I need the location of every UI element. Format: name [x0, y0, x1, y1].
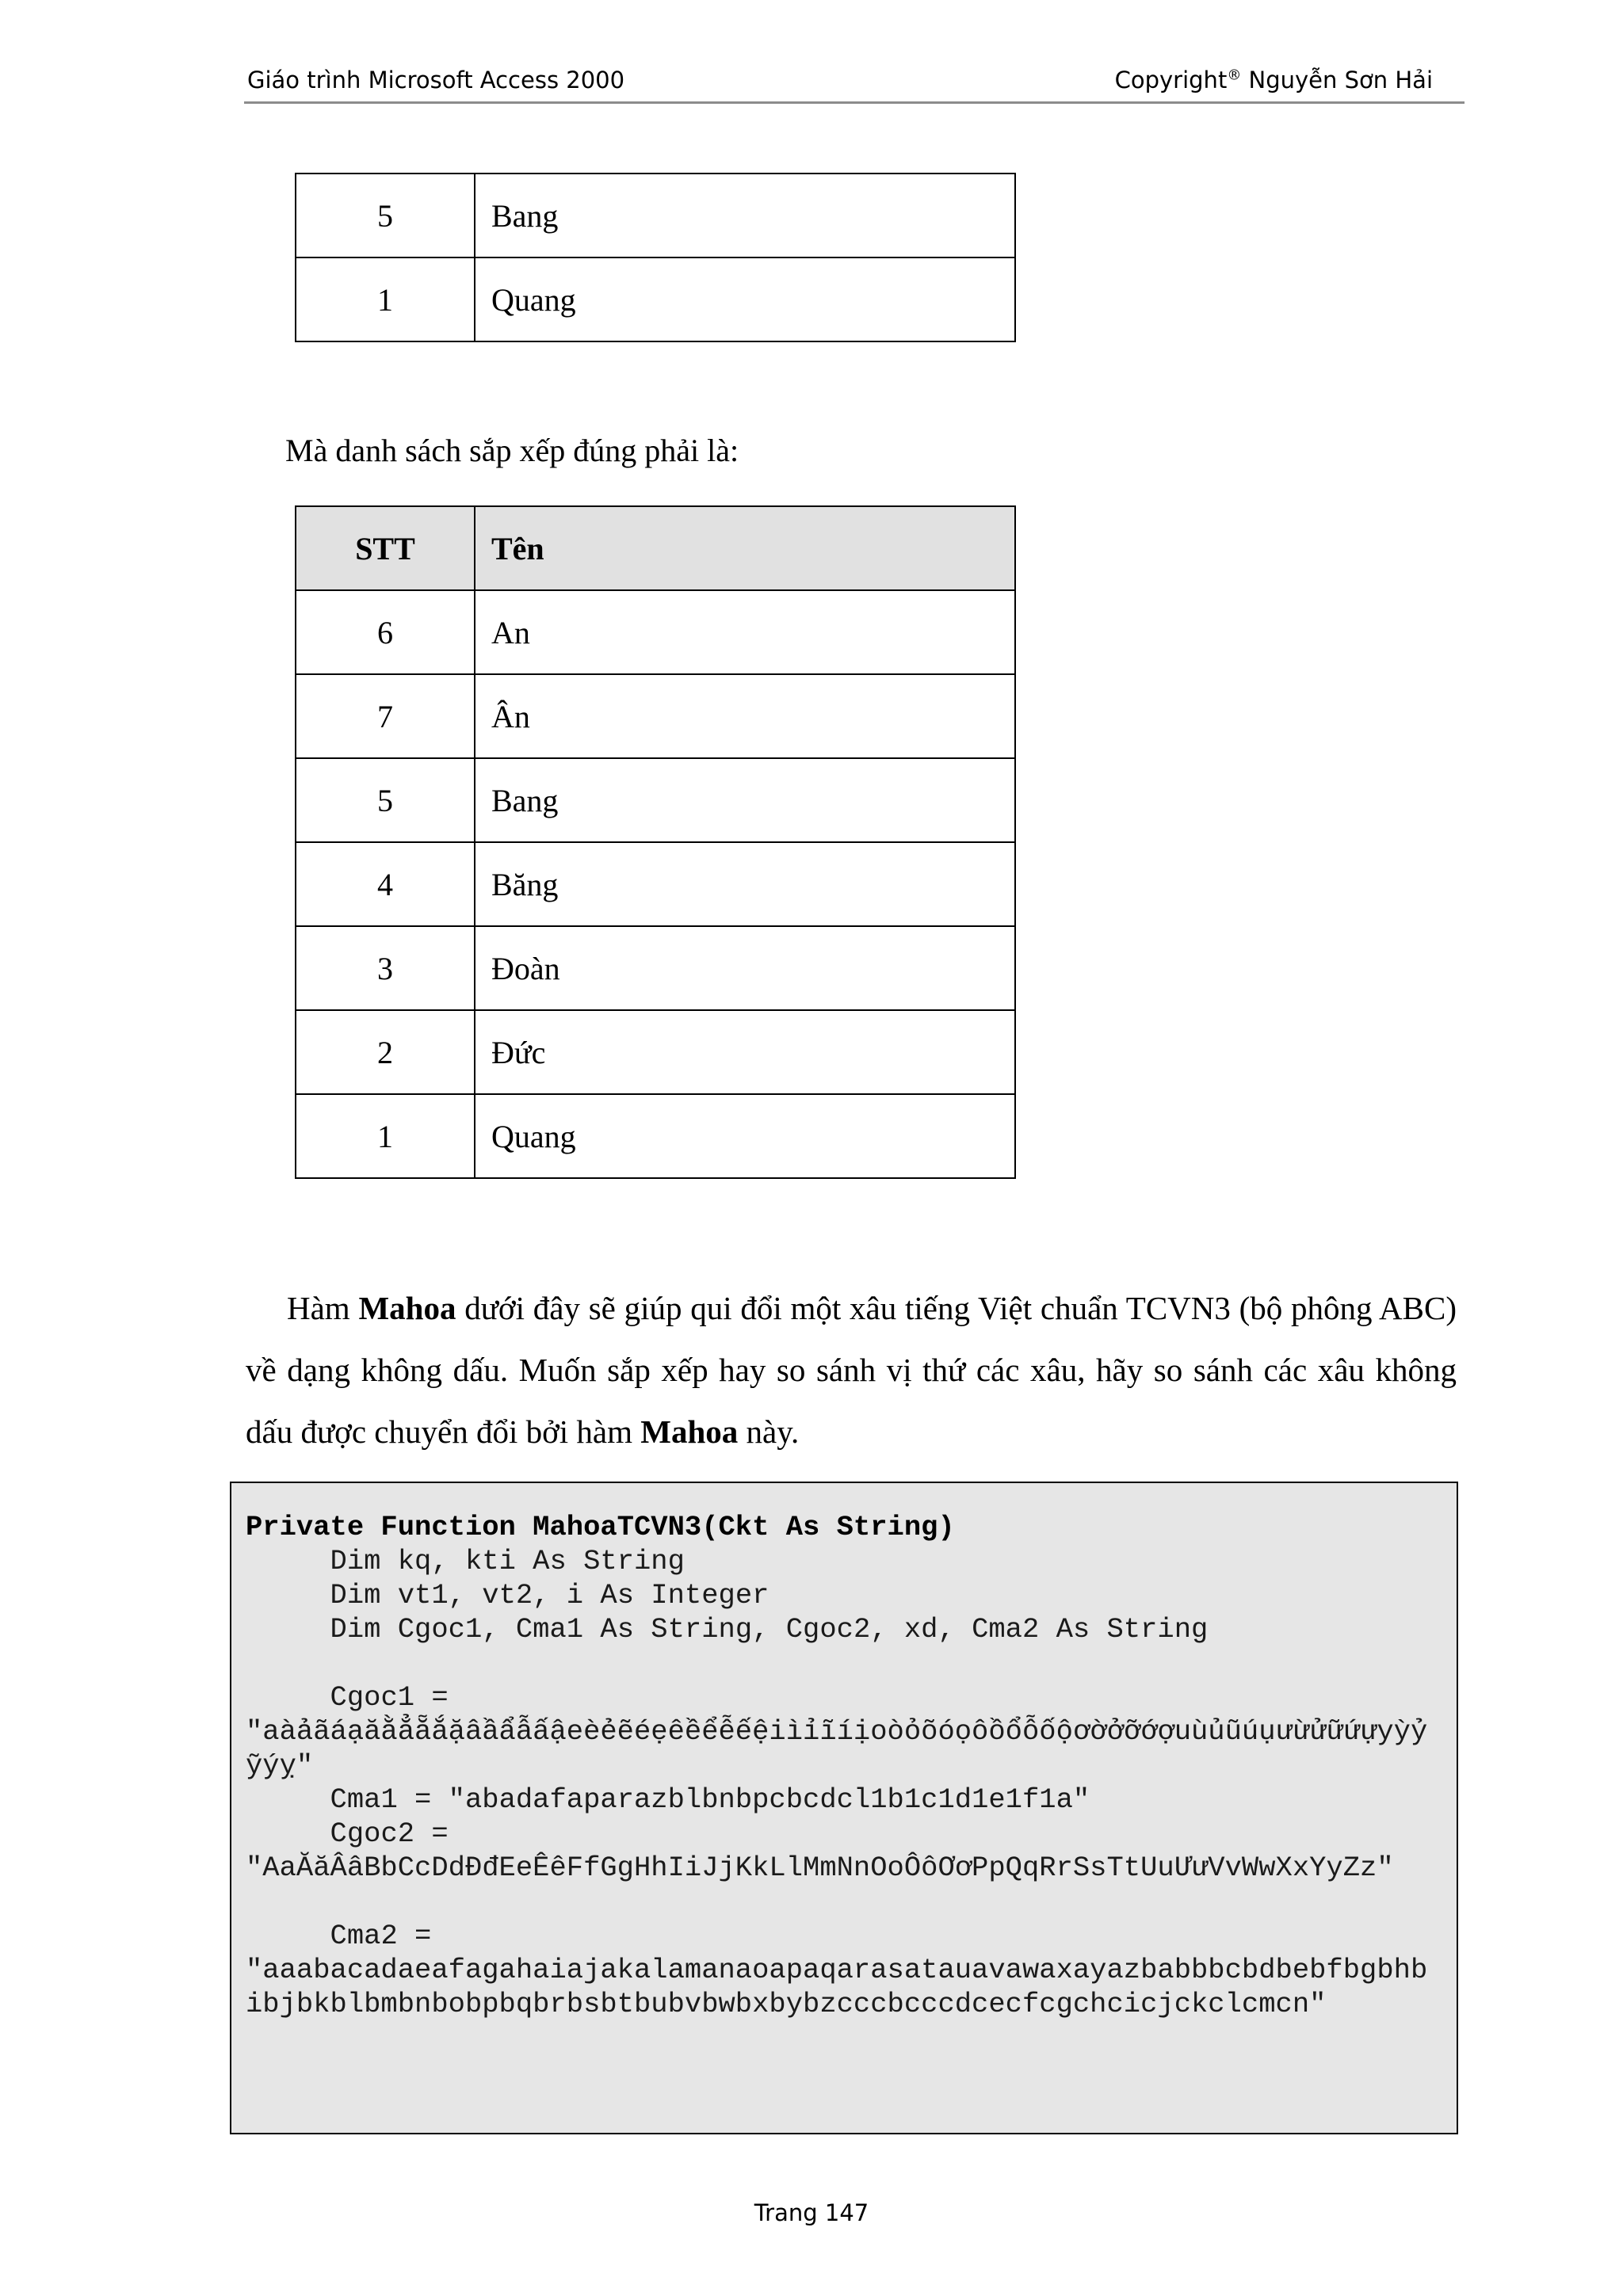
name-cell: Đoàn [475, 926, 1015, 1010]
stt-cell: 4 [296, 842, 475, 926]
name-cell: Quang [475, 257, 1015, 341]
code-line: Dim kq, kti As String [246, 1545, 685, 1577]
code-listing [246, 1510, 1442, 2021]
mahoa-description [246, 1277, 1457, 1463]
page-number: Trang 147 [754, 2199, 869, 2226]
code-signature: Private Function MahoaTCVN3(Ckt As String) [246, 1511, 955, 1543]
partial-sort-table [295, 173, 1016, 342]
code-line: "aàảãáạăằẳẵắặâầẩẫấậeèẻẽéẹêềểễếệiìỉĩíịoòỏõóọôồổỗốộơờởỡớợuùủũúụưừửữứựyỳỷỹýỵ" [246, 1715, 1428, 1782]
author-name: Nguyễn Sơn Hải [1241, 67, 1433, 93]
para-text: dưới đây sẽ giúp qui đổi một xâu tiếng Việt chuẩn TCVN3 (bộ phông ABC) về dạng không dấu. Muốn sắp xếp hay so sánh vị thứ các xâu, hãy so sánh các xâu không dấu được chuyển đổi bởi hàm [246, 1290, 1457, 1450]
name-cell: An [475, 590, 1015, 674]
stt-cell: 5 [296, 174, 475, 257]
code-line: Dim vt1, vt2, i As Integer [246, 1579, 769, 1611]
stt-cell: 1 [296, 257, 475, 341]
copyright-label: Copyright [1114, 67, 1228, 93]
code-line: Cma2 = [246, 1920, 432, 1952]
code-line: Cgoc2 = [246, 1817, 449, 1850]
table-row [296, 926, 1015, 1010]
code-line: Cgoc1 = [246, 1681, 449, 1714]
function-name: Mahoa [358, 1290, 456, 1326]
table-header-row [296, 506, 1015, 590]
name-cell: Quang [475, 1094, 1015, 1178]
code-line: Cma1 = "abadafaparazblbnbpcbcdcl1b1c1d1e1f1a" [246, 1783, 1090, 1816]
table-row [296, 257, 1015, 341]
table-row [296, 174, 1015, 257]
name-cell: Bang [475, 174, 1015, 257]
table-row [296, 674, 1015, 758]
stt-cell: 7 [296, 674, 475, 758]
code-line: "aaabacadaeafagahaiajakalamanaoapaqarasatauavawaxayazbabbbcbdbebfbgbhbibjbkblbmbnbobpbqbrbsbtbubvbwbxbybzcccbcccdcecfcgchcicjckclcmcn" [246, 1954, 1428, 2020]
code-block [230, 1482, 1458, 2134]
stt-cell: 2 [296, 1010, 475, 1094]
header-title: Giáo trình Microsoft Access 2000 [247, 67, 625, 93]
code-line: Dim Cgoc1, Cma1 As String, Cgoc2, xd, Cma2 As String [246, 1613, 1209, 1646]
table-row [296, 590, 1015, 674]
para-text: này. [738, 1413, 800, 1450]
registered-mark: ® [1227, 67, 1242, 84]
table-row [296, 1094, 1015, 1178]
name-cell: Ân [475, 674, 1015, 758]
stt-cell: 5 [296, 758, 475, 842]
para-text: Hàm [287, 1290, 359, 1326]
table-row [296, 842, 1015, 926]
header-copyright [1115, 67, 1433, 93]
correct-sort-table [295, 505, 1016, 1179]
stt-cell: 3 [296, 926, 475, 1010]
code-line: "AaĂăÂâBbCcDdĐđEeÊêFfGgHhIiJjKkLlMmNnOoÔôƠơPpQqRrSsTtUuƯưVvWwXxYyZz" [246, 1852, 1394, 1884]
intro-text: Mà danh sách sắp xếp đúng phải là: [285, 433, 739, 468]
function-name: Mahoa [640, 1413, 739, 1450]
table-row [296, 1010, 1015, 1094]
stt-header: STT [296, 506, 475, 590]
name-cell: Bang [475, 758, 1015, 842]
table-row [296, 758, 1015, 842]
stt-cell: 6 [296, 590, 475, 674]
stt-cell: 1 [296, 1094, 475, 1178]
name-cell: Đức [475, 1010, 1015, 1094]
name-header: Tên [475, 506, 1015, 590]
page-header [244, 62, 1465, 104]
name-cell: Băng [475, 842, 1015, 926]
